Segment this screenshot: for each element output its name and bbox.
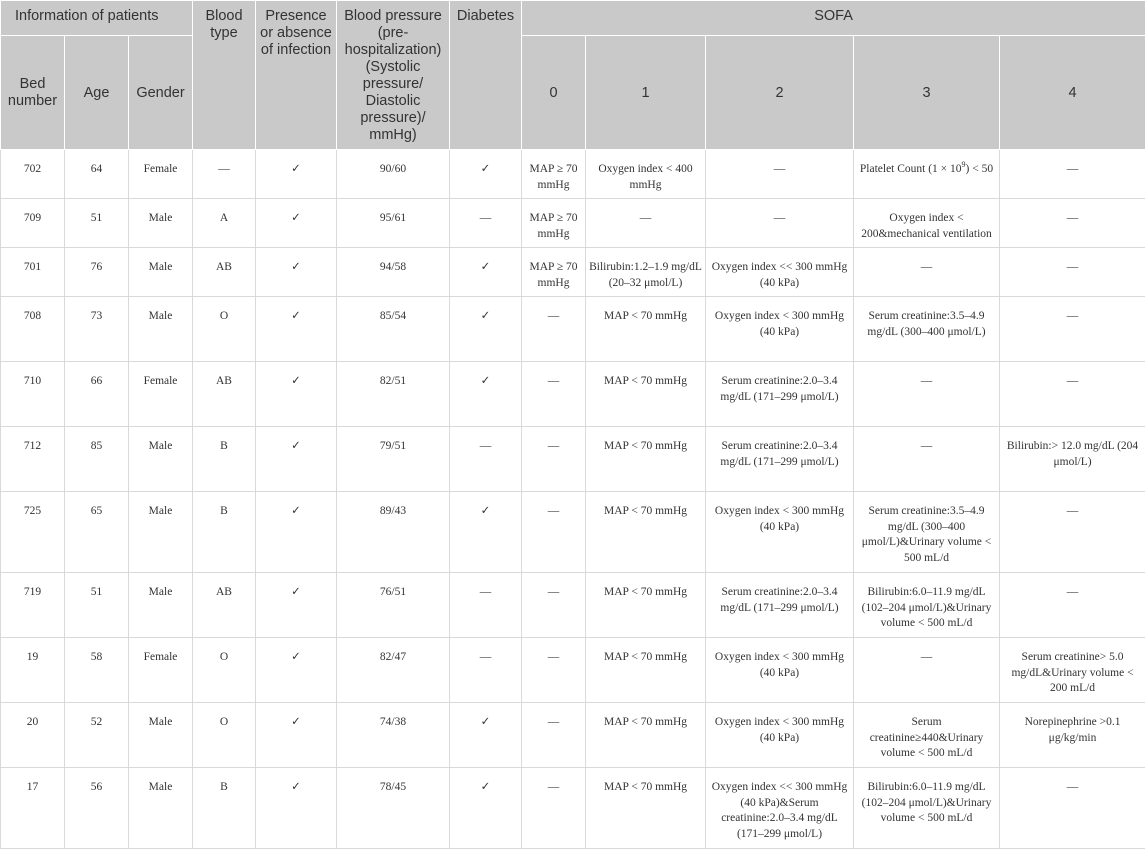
cell-sofa-2: Oxygen index < 300 mmHg (40 kPa)	[706, 638, 854, 703]
cell-sofa-1: MAP < 70 mmHg	[586, 638, 706, 703]
cell-bed: 719	[1, 573, 65, 638]
cell-sofa-3: Serum creatinine:3.5–4.9 mg/dL (300–400 μmol/L)	[854, 297, 1000, 362]
cell-sofa-3-text-end: ) < 50	[965, 163, 994, 175]
cell-infection: ✓	[256, 362, 337, 427]
cell-gender: Male	[129, 492, 193, 573]
cell-age: 52	[65, 703, 129, 768]
table-body	[1, 150, 1145, 849]
header-diabetes: Diabetes	[450, 1, 522, 150]
table-row	[1, 199, 1145, 248]
cell-age: 51	[65, 573, 129, 638]
cell-sofa-1: Bilirubin:1.2–1.9 mg/dL (20–32 μmol/L)	[586, 248, 706, 297]
cell-sofa-3: —	[854, 362, 1000, 427]
cell-age: 66	[65, 362, 129, 427]
cell-blood-type: O	[193, 638, 256, 703]
cell-sofa-3: Serum creatinine≥440&Urinary volume < 500 mL/d	[854, 703, 1000, 768]
cell-blood-type: AB	[193, 248, 256, 297]
cell-sofa-3: —	[854, 638, 1000, 703]
cell-sofa-4: —	[1000, 362, 1145, 427]
cell-gender: Male	[129, 199, 193, 248]
cell-sofa-2: —	[706, 199, 854, 248]
cell-sofa-1: MAP < 70 mmHg	[586, 768, 706, 849]
header-blood-pressure: Blood pressure (pre-hospitalization) (Systolic pressure/ Diastolic pressure)/ mmHg)	[337, 1, 450, 150]
cell-age: 56	[65, 768, 129, 849]
cell-bed: 19	[1, 638, 65, 703]
cell-bed: 701	[1, 248, 65, 297]
cell-bed: 20	[1, 703, 65, 768]
cell-diabetes: ✓	[450, 150, 522, 199]
cell-sofa-0: —	[522, 297, 586, 362]
cell-gender: Female	[129, 150, 193, 199]
table-row	[1, 573, 1145, 638]
cell-blood-pressure: 74/38	[337, 703, 450, 768]
header-sofa-1: 1	[586, 36, 706, 150]
cell-diabetes: ✓	[450, 248, 522, 297]
cell-sofa-4: Bilirubin:> 12.0 mg/dL (204 μmol/L)	[1000, 427, 1145, 492]
cell-diabetes: —	[450, 199, 522, 248]
cell-infection: ✓	[256, 199, 337, 248]
cell-gender: Female	[129, 362, 193, 427]
cell-sofa-2: Oxygen index < 300 mmHg (40 kPa)	[706, 492, 854, 573]
cell-infection: ✓	[256, 248, 337, 297]
cell-infection: ✓	[256, 492, 337, 573]
cell-gender: Male	[129, 427, 193, 492]
header-patient-info: Information of patients	[1, 1, 193, 36]
cell-sofa-1: MAP < 70 mmHg	[586, 427, 706, 492]
cell-blood-type: O	[193, 703, 256, 768]
header-sofa-2: 2	[706, 36, 854, 150]
header-sofa-0: 0	[522, 36, 586, 150]
cell-sofa-4: Serum creatinine> 5.0 mg/dL&Urinary volume < 200 mL/d	[1000, 638, 1145, 703]
cell-sofa-1: Oxygen index < 400 mmHg	[586, 150, 706, 199]
cell-sofa-3: Bilirubin:6.0–11.9 mg/dL (102–204 μmol/L)&Urinary volume < 500 mL/d	[854, 768, 1000, 849]
table-row	[1, 248, 1145, 297]
cell-gender: Male	[129, 768, 193, 849]
cell-sofa-4: —	[1000, 150, 1145, 199]
cell-sofa-3-text: Platelet Count (1 × 10	[859, 163, 962, 175]
header-row-bottom	[1, 36, 1145, 150]
header-sofa-3: 3	[854, 36, 1000, 150]
cell-sofa-3: —	[854, 248, 1000, 297]
cell-age: 51	[65, 199, 129, 248]
cell-bed: 712	[1, 427, 65, 492]
cell-sofa-2: Oxygen index < 300 mmHg (40 kPa)	[706, 297, 854, 362]
cell-sofa-4: —	[1000, 199, 1145, 248]
table-row	[1, 150, 1145, 199]
header-infection: Presence or absence of infection	[256, 1, 337, 150]
cell-gender: Male	[129, 297, 193, 362]
cell-bed: 708	[1, 297, 65, 362]
cell-age: 64	[65, 150, 129, 199]
cell-sofa-0: —	[522, 768, 586, 849]
cell-age: 76	[65, 248, 129, 297]
cell-bed: 17	[1, 768, 65, 849]
cell-blood-pressure: 89/43	[337, 492, 450, 573]
cell-infection: ✓	[256, 768, 337, 849]
cell-sofa-2: —	[706, 150, 854, 199]
cell-diabetes: —	[450, 638, 522, 703]
cell-diabetes: ✓	[450, 492, 522, 573]
cell-sofa-2: Oxygen index < 300 mmHg (40 kPa)	[706, 703, 854, 768]
header-bed-number: Bed number	[1, 36, 65, 150]
cell-sofa-3: Serum creatinine:3.5–4.9 mg/dL (300–400 μmol/L)&Urinary volume < 500 mL/d	[854, 492, 1000, 573]
cell-sofa-2: Serum creatinine:2.0–3.4 mg/dL (171–299 μmol/L)	[706, 427, 854, 492]
cell-infection: ✓	[256, 427, 337, 492]
cell-sofa-2: Oxygen index << 300 mmHg (40 kPa)&Serum creatinine:2.0–3.4 mg/dL (171–299 μmol/L)	[706, 768, 854, 849]
cell-diabetes: ✓	[450, 768, 522, 849]
cell-blood-type: —	[193, 150, 256, 199]
cell-sofa-4: —	[1000, 248, 1145, 297]
header-sofa: SOFA	[522, 1, 1145, 36]
cell-blood-pressure: 90/60	[337, 150, 450, 199]
cell-blood-pressure: 78/45	[337, 768, 450, 849]
cell-sofa-4: —	[1000, 492, 1145, 573]
cell-blood-type: B	[193, 427, 256, 492]
table-row	[1, 768, 1145, 849]
cell-age: 73	[65, 297, 129, 362]
table-row	[1, 427, 1145, 492]
cell-sofa-0: —	[522, 573, 586, 638]
cell-sofa-0: —	[522, 362, 586, 427]
cell-blood-pressure: 94/58	[337, 248, 450, 297]
table-row	[1, 297, 1145, 362]
cell-blood-pressure: 85/54	[337, 297, 450, 362]
cell-blood-type: AB	[193, 362, 256, 427]
cell-sofa-3	[854, 150, 1000, 199]
header-age: Age	[65, 36, 129, 150]
cell-sofa-1: MAP < 70 mmHg	[586, 362, 706, 427]
cell-diabetes: ✓	[450, 362, 522, 427]
cell-blood-pressure: 82/47	[337, 638, 450, 703]
header-blood-type: Blood type	[193, 1, 256, 150]
table-row	[1, 362, 1145, 427]
header-row-top	[1, 1, 1145, 36]
cell-sofa-1: —	[586, 199, 706, 248]
cell-sofa-0: —	[522, 638, 586, 703]
cell-sofa-3: —	[854, 427, 1000, 492]
cell-age: 58	[65, 638, 129, 703]
cell-infection: ✓	[256, 297, 337, 362]
cell-blood-type: A	[193, 199, 256, 248]
cell-sofa-0: —	[522, 427, 586, 492]
cell-infection: ✓	[256, 703, 337, 768]
cell-blood-pressure: 95/61	[337, 199, 450, 248]
cell-diabetes: ✓	[450, 297, 522, 362]
cell-bed: 725	[1, 492, 65, 573]
table-header	[1, 1, 1145, 150]
superscript-exponent: 9	[961, 160, 966, 170]
cell-sofa-4: Norepinephrine >0.1 μg/kg/min	[1000, 703, 1145, 768]
cell-sofa-0: —	[522, 703, 586, 768]
cell-diabetes: —	[450, 427, 522, 492]
cell-sofa-1: MAP < 70 mmHg	[586, 703, 706, 768]
cell-infection: ✓	[256, 573, 337, 638]
cell-sofa-3: Oxygen index < 200&mechanical ventilation	[854, 199, 1000, 248]
cell-bed: 709	[1, 199, 65, 248]
cell-gender: Male	[129, 248, 193, 297]
cell-sofa-3: Bilirubin:6.0–11.9 mg/dL (102–204 μmol/L)&Urinary volume < 500 mL/d	[854, 573, 1000, 638]
cell-gender: Female	[129, 638, 193, 703]
cell-blood-pressure: 79/51	[337, 427, 450, 492]
cell-diabetes: ✓	[450, 703, 522, 768]
table-row	[1, 703, 1145, 768]
cell-blood-pressure: 82/51	[337, 362, 450, 427]
cell-sofa-2: Serum creatinine:2.0–3.4 mg/dL (171–299 μmol/L)	[706, 362, 854, 427]
table-row	[1, 638, 1145, 703]
cell-blood-pressure: 76/51	[337, 573, 450, 638]
cell-sofa-4: —	[1000, 573, 1145, 638]
cell-sofa-2: Serum creatinine:2.0–3.4 mg/dL (171–299 μmol/L)	[706, 573, 854, 638]
cell-sofa-1: MAP < 70 mmHg	[586, 573, 706, 638]
cell-gender: Male	[129, 703, 193, 768]
cell-blood-type: B	[193, 768, 256, 849]
cell-blood-type: AB	[193, 573, 256, 638]
cell-diabetes: —	[450, 573, 522, 638]
cell-age: 65	[65, 492, 129, 573]
cell-sofa-4: —	[1000, 297, 1145, 362]
cell-bed: 702	[1, 150, 65, 199]
cell-sofa-1: MAP < 70 mmHg	[586, 297, 706, 362]
cell-age: 85	[65, 427, 129, 492]
header-sofa-4: 4	[1000, 36, 1145, 150]
cell-sofa-0: —	[522, 492, 586, 573]
cell-infection: ✓	[256, 638, 337, 703]
cell-gender: Male	[129, 573, 193, 638]
cell-bed: 710	[1, 362, 65, 427]
cell-sofa-2: Oxygen index << 300 mmHg (40 kPa)	[706, 248, 854, 297]
cell-sofa-0: MAP ≥ 70 mmHg	[522, 248, 586, 297]
cell-sofa-0: MAP ≥ 70 mmHg	[522, 150, 586, 199]
cell-sofa-1: MAP < 70 mmHg	[586, 492, 706, 573]
cell-sofa-4: —	[1000, 768, 1145, 849]
table-row	[1, 492, 1145, 573]
cell-infection: ✓	[256, 150, 337, 199]
header-gender: Gender	[129, 36, 193, 150]
cell-sofa-0: MAP ≥ 70 mmHg	[522, 199, 586, 248]
cell-blood-type: B	[193, 492, 256, 573]
cell-blood-type: O	[193, 297, 256, 362]
